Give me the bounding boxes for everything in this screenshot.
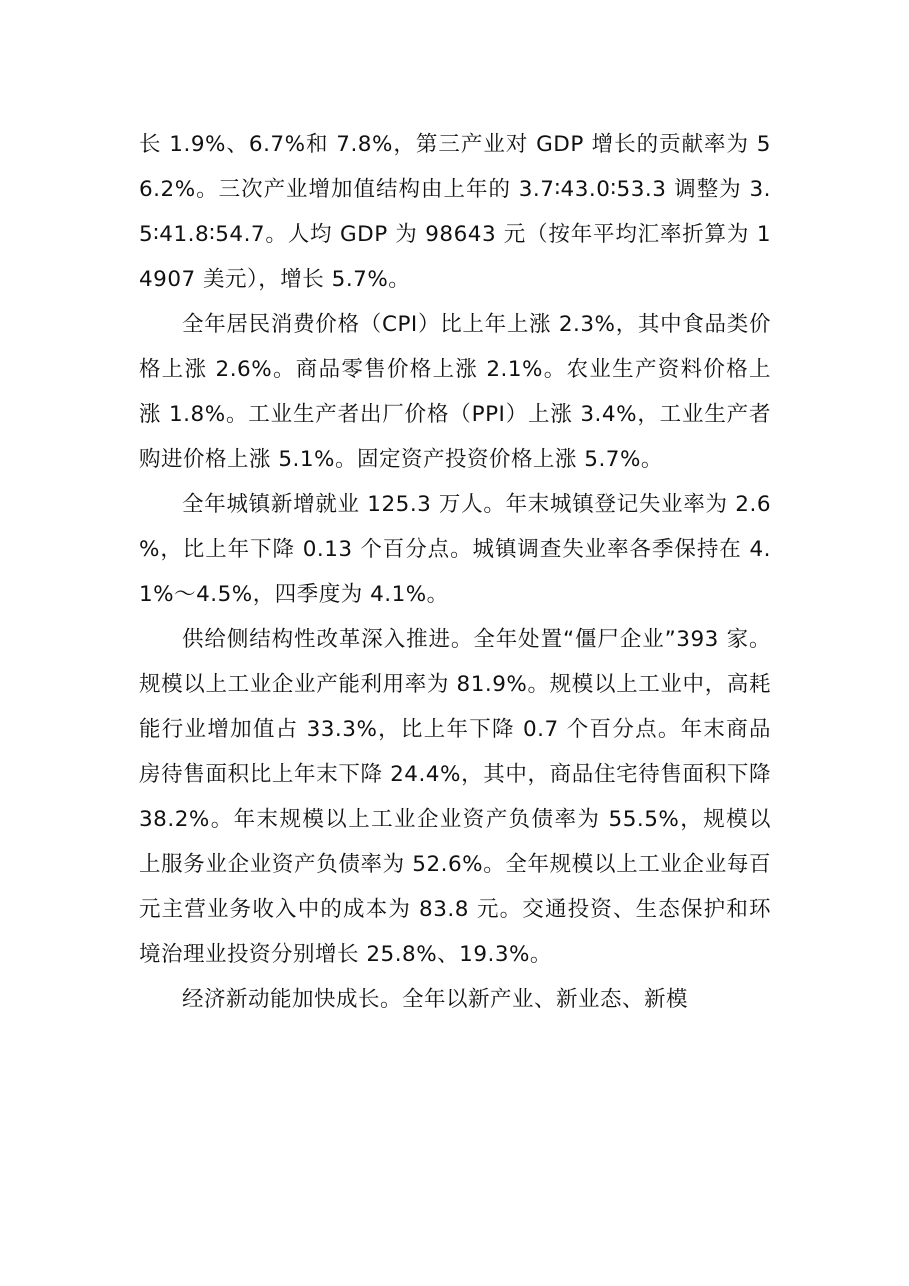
paragraph-prices: 全年居民消费价格（CPI）比上年上涨 2.3%，其中食品类价格上涨 2.6%。商品零售价格上涨 2.1%。农业生产资料价格上涨 1.8%。工业生产者出厂价格（PPI）上涨 3.4%，工业生产者购进价格上涨 5.1%。固定资产投资价格上涨 5.7%。 — [139, 312, 771, 472]
paragraph-employment: 全年城镇新增就业 125.3 万人。年末城镇登记失业率为 2.6%，比上年下降 0.13 个百分点。城镇调查失业率各季保持在 4.1%～4.5%，四季度为 4.1%。 — [139, 492, 771, 607]
paragraph-new-momentum: 经济新动能加快成长。全年以新产业、新业态、新模 — [182, 987, 689, 1012]
body-text — [139, 122, 771, 1022]
paragraph-gdp-structure: 长 1.9%、6.7%和 7.8%，第三产业对 GDP 增长的贡献率为 56.2%。三次产业增加值结构由上年的 3.7∶43.0∶53.3 调整为 3.5∶41.8∶54.7。人均 GDP 为 98643 元（按年平均汇率折算为 14907 美元），增长 5.7%。 — [139, 132, 771, 292]
paragraph-supply-side-reform: 供给侧结构性改革深入推进。全年处置“僵尸企业”393 家。规模以上工业企业产能利用率为 81.9%。规模以上工业中，高耗能行业增加值占 33.3%，比上年下降 0.7 个百分点。年末商品房待售面积比上年末下降 24.4%，其中，商品住宅待售面积下降 38.2%。年末规模以上工业企业资产负债率为 55.5%，规模以上服务业企业资产负债率为 52.6%。全年规模以上工业企业每百元主营业务收入中的成本为 83.8 元。交通投资、生态保护和环境治理业投资分别增长 25.8%、19.3%。 — [139, 627, 771, 967]
